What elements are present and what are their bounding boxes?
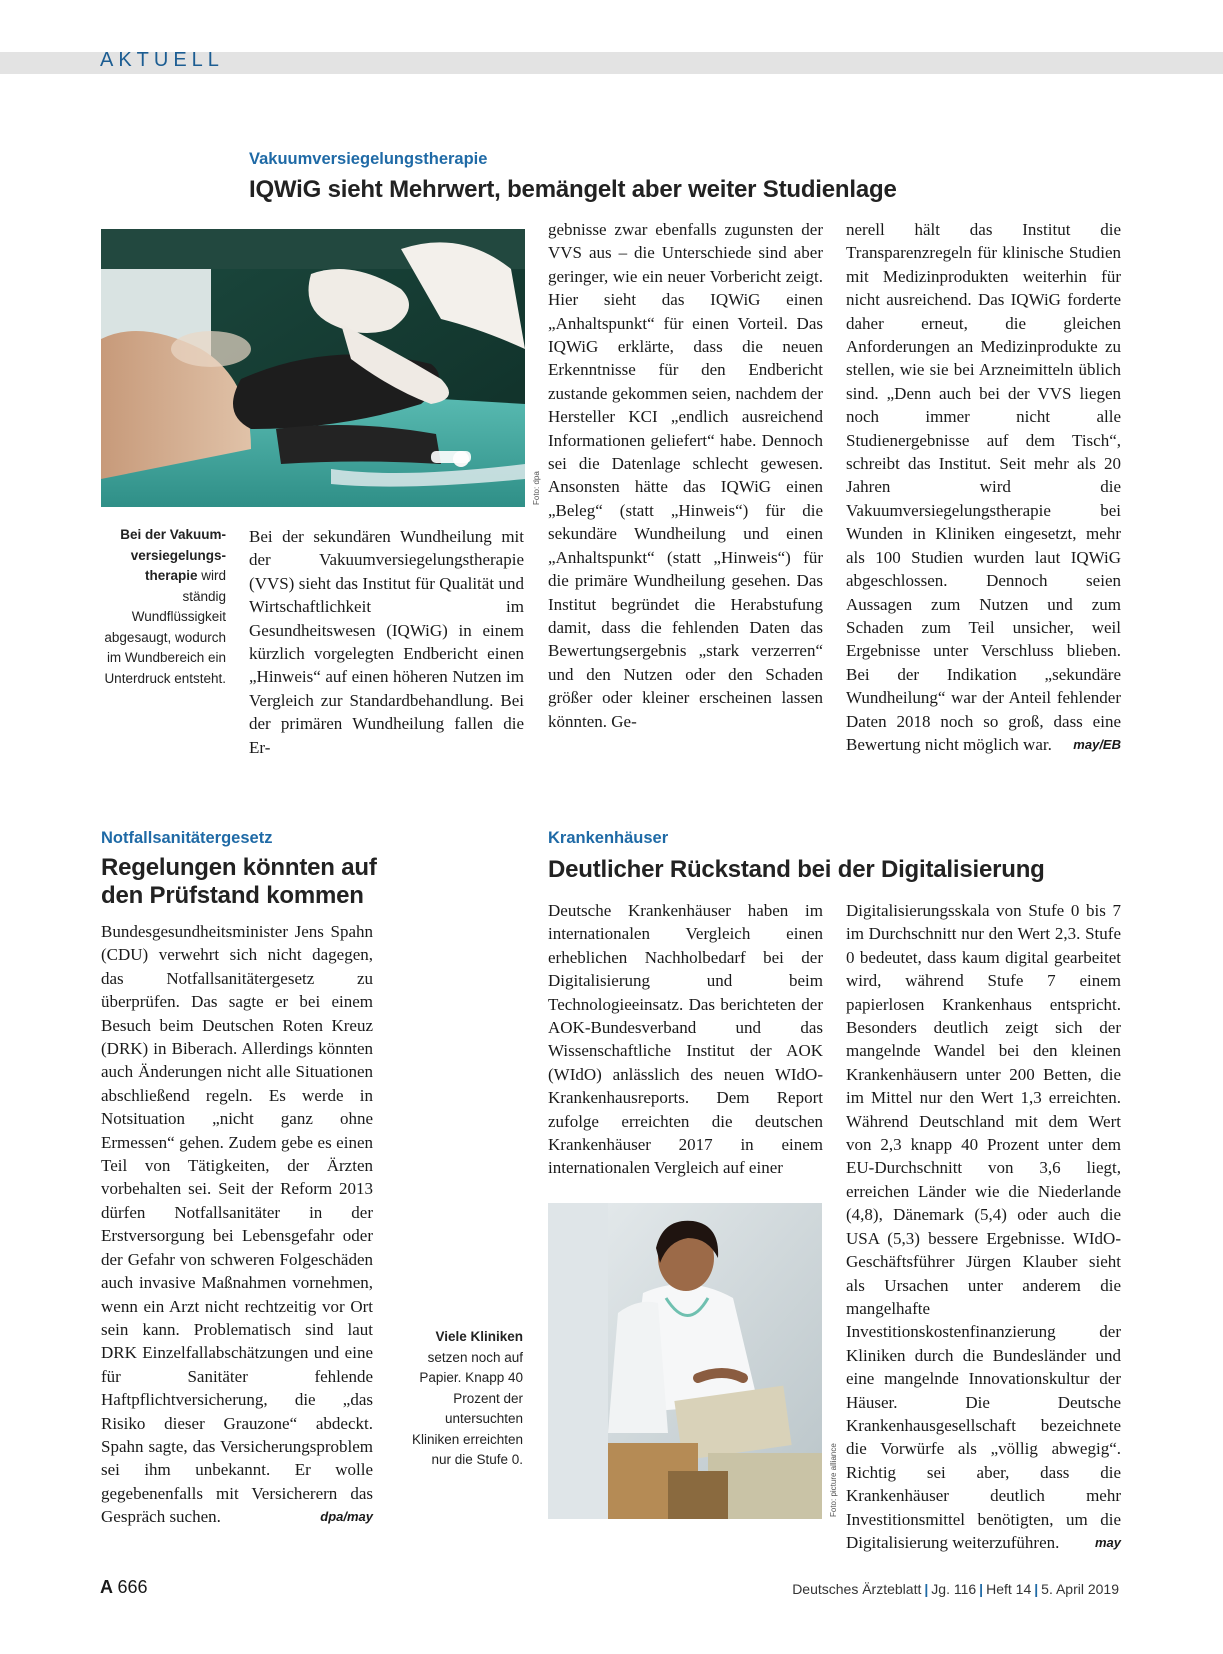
article1-body-3: nerell hält das Institut die Transparenzregeln für klinische Studien mit Medizinprodukten weiterhin für nicht ausreichend. Das IQWiG forderte daher erneut, die gleichen Anforderungen an Medizinprodukte zu stellen, wie sie bei Arzneimitteln üblich sind. „Denn auch bei der VVS liegen noch immer nicht alle Studienergebnisse auf dem Tisch“, schreibt das Institut. Seit mehr als 20 Jahren wird die Vakuumversiegelungstherapie bei Wunden in Kliniken eingesetzt, mehr als 100 Studien wurden laut IQWiG abgeschlossen. Dennoch seien Aussagen zum Nutzen und zum Schaden zum Teil unsicher, weil Ergebnisse unter Verschluss blieben. Bei der Indikation „sekundäre Wundheilung“ war der Anteil fehlender Daten 2018 noch so groß, dass eine Bewertung nicht möglich war. <box>846 220 1121 754</box>
article2-body: Bundesgesundheitsminister Jens Spahn (CDU) verwehrt sich nicht dagegen, das Notfallsanitätergesetz zu überprüfen. Das sagte er bei einem Besuch beim Deutschen Roten Kreuz (DRK) in Biberach. Allerdings könnten auch Änderungen nicht alle Situationen abschließend regeln. Es werde in Notsituation „nicht ganz ohne Ermessen“ gehen. Zudem gebe es einen Teil von Tätigkeiten, der Ärzten vorbehalten sei. Seit der Reform 2013 dürfen Notfallsanitäter in der Erstversorgung bei Lebensgefahr oder der Gefahr von schweren Folgeschäden auch invasive Maßnahmen vornehmen, wenn ein Arzt nicht rechtzeitig vor Ort sein kann. Problematisch sind laut DRK Einzelfallabschätzungen und eine für Sanitäter fehlende Haftpflichtversicherung, die „das Risiko dieser Grauzone“ abdeckt. Spahn sagte, das Versicherungsproblem sei ihm unbekannt. Er wolle gegebenenfalls mit Versicherern das Gespräch suchen. <box>101 922 373 1527</box>
article3-author: may <box>1094 1534 1121 1550</box>
article2-column <box>101 920 373 1529</box>
article1-caption <box>101 525 226 689</box>
journal-date: 5. April 2019 <box>1041 1581 1119 1597</box>
article1-body-1: Bei der sekundären Wundheilung mit der Vakuumversiegelungstherapie (VVS) sieht das Institut für Qualität und Wirtschaftlichkeit im Gesundheitswesen (IQWiG) in einem kürzlich vorgelegten Endbericht einen „Hinweis“ auf einen höheren Nutzen im Vergleich zur Standardbehandlung. Bei der primären Wundheilung fallen die Er- <box>249 527 524 757</box>
article1-body-2: gebnisse zwar ebenfalls zugunsten der VVS aus – die Unterschiede sind aber geringer, wie ein neuer Vorbericht zeigt. Hier sieht das IQWiG einen „Anhaltspunkt“ für einen Vorteil. Das IQWiG erklärte, dass die neuen Erkenntnisse für den Endbericht zustande gekommen seien, nachdem der Hersteller KCI „endlich ausreichend Informationen geliefert“ habe. Dennoch sei die Datenlage schlecht gewesen. Ansonsten hätte das IQWiG einen „Beleg“ (statt „Hinweis“) für die sekundäre Wundheilung und einen „Anhaltspunkt“ (statt „Hinweis“) für die primäre Wundheilung gesehen. Das Institut begründet die Herabstufung damit, dass die fehlenden Daten das Bewertungsergebnis „stark verzerren“ und den Nutzen oder den Schaden größer oder kleiner erscheinen lassen könnten. Ge- <box>548 220 823 731</box>
article3-column-1 <box>548 899 823 1180</box>
article3-caption <box>410 1327 523 1471</box>
page-number-value: 666 <box>117 1577 148 1597</box>
page-number <box>100 1577 148 1598</box>
article3-body-1: Deutsche Krankenhäuser haben im internationalen Vergleich einen erheblichen Nachholbedarf bei der Digitalisierung und beim Technologieeinsatz. Das berichteten der AOK-Bundesverband und das Wissenschaftliche Institut der AOK (WIdO) anlässlich des neuen WIdO-Krankenhausreports. Dem Report zufolge erreichten die deutschen Krankenhäuser 2017 in einem internationalen Vergleich auf einer <box>548 901 823 1178</box>
article1-kicker: Vakuumversiegelungstherapie <box>249 150 488 168</box>
journal-volume: Jg. 116 <box>931 1581 977 1597</box>
journal-name: Deutsches Ärzteblatt <box>792 1581 922 1597</box>
journal-info <box>792 1581 1119 1597</box>
section-label: AKTUELL <box>100 49 224 71</box>
article3-headline: Deutlicher Rückstand bei der Digitalisierung <box>548 856 1045 883</box>
article1-column-1 <box>249 525 524 759</box>
article3-body-2: Digitalisierungsskala von Stufe 0 bis 7 im Durchschnitt nur den Wert 2,3. Stufe 0 bedeutet, dass kaum digital gearbeitet wird, während Stufe 7 einem papierlosen Krankenhaus entspricht. Besonders deutlich zeigt sich der mangelnde Wandel bei den kleinen Krankenhäusern unter 200 Betten, die im Mittel nur den Wert 1,3 erreichten. Während Deutschland mit dem Wert von 2,3 knapp 40 Prozent unter dem EU-Durchschnitt von 3,6 liegt, erreichen Länder wie die Niederlande (4,8), Dänemark (5,4) oder auch die USA (5,3) bessere Ergebnisse. WIdO-Geschäftsführer Jürgen Klauber sieht als Ursachen unter anderem die mangelhafte Investitionskostenfinanzierung der Kliniken durch die Bundesländer und eine mangelnde Innovationskultur der Häuser. Die Deutsche Krankenhausgesellschaft bezeichnete die Vorwürfe als „völlig abwegig“. Richtig sei aber, dass die Krankenhäuser deutlich mehr Investitionsmittel benötigten, um die Digitalisierung weiterzuführen. <box>846 901 1121 1552</box>
article1-column-3 <box>846 218 1121 756</box>
article2-headline-line1: Regelungen könnten auf <box>101 854 377 881</box>
nurse-photo <box>548 1203 822 1519</box>
vacuum-therapy-illustration <box>101 229 525 507</box>
article3-caption-text: setzen noch auf Papier. Knapp 40 Prozent der untersuchten Kliniken erreichten nur die Stufe 0. <box>411 1349 523 1467</box>
article1-headline: IQWiG sieht Mehrwert, bemängelt aber weiter Studienlage <box>249 176 897 203</box>
vacuum-therapy-photo <box>101 229 525 507</box>
article2-headline <box>101 854 377 910</box>
article1-caption-bold: Bei der Vakuum-versiegelungs-therapie <box>120 527 226 583</box>
article3-caption-bold: Viele Kliniken <box>435 1329 523 1344</box>
separator: | <box>1034 1581 1039 1597</box>
page-prefix: A <box>100 1577 113 1597</box>
article1-author: may/EB <box>1073 736 1121 752</box>
article2-kicker: Notfallsanitätergesetz <box>101 829 273 847</box>
article1-photo-credit: Foto: dpa <box>532 471 541 505</box>
article1-caption-text: wird ständig Wundflüssigkeit abgesaugt, wodurch im Wundbereich ein Unterdruck entsteht. <box>104 568 226 686</box>
article3-kicker: Krankenhäuser <box>548 829 669 847</box>
separator: | <box>924 1581 929 1597</box>
article2-headline-line2: den Prüfstand kommen <box>101 882 364 909</box>
article2-author: dpa/may <box>320 1509 373 1525</box>
journal-issue: Heft 14 <box>986 1581 1032 1597</box>
article1-column-2 <box>548 218 823 733</box>
article3-photo-credit: Foto: picture alliance <box>829 1443 838 1517</box>
nurse-illustration <box>548 1203 822 1519</box>
separator: | <box>979 1581 984 1597</box>
article3-column-2 <box>846 899 1121 1554</box>
